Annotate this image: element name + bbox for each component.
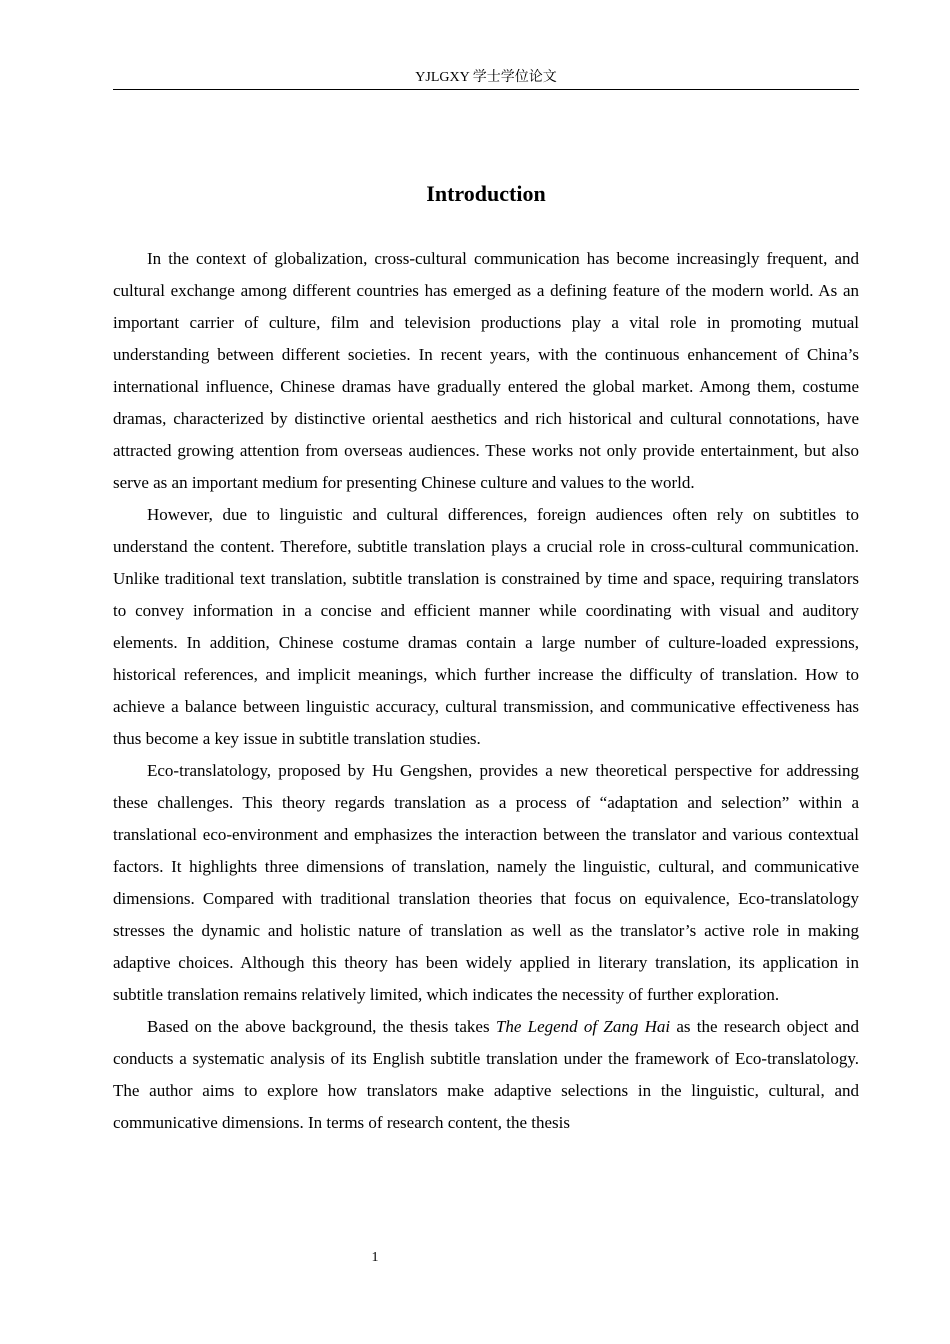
body-text <box>113 243 859 1139</box>
paragraph: In the context of globalization, cross-cultural communication has become increasingly frequent, and cultural exchange among different countries has emerged as a defining feature of the modern world. As an important carrier of culture, film and television productions play a vital role in promoting mutual understanding between different societies. In recent years, with the continuous enhancement of China’s international influence, Chinese dramas have gradually entered the global market. Among them, costume dramas, characterized by distinctive oriental aesthetics and rich historical and cultural connotations, have attracted growing attention from overseas audiences. These works not only provide entertainment, but also serve as an important medium for presenting Chinese culture and values to the world. <box>113 249 859 492</box>
paragraph: However, due to linguistic and cultural differences, foreign audiences often rely on subtitles to understand the content. Therefore, subtitle translation plays a crucial role in cross-cultural communication. Unlike traditional text translation, subtitle translation is constrained by time and space, requiring translators to convey information in a concise and efficient manner while coordinating with visual and auditory elements. In addition, Chinese costume dramas contain a large number of culture-loaded expressions, historical references, and implicit meanings, which further increase the difficulty of translation. How to achieve a balance between linguistic accuracy, cultural transmission, and communicative effectiveness has thus become a key issue in subtitle translation studies. <box>113 505 859 748</box>
page-number: 1 <box>371 1250 379 1265</box>
work-title: The Legend of Zang Hai <box>495 1017 671 1036</box>
running-header: YJLGXY 学士学位论文 <box>415 70 557 85</box>
paragraph-text: as the research object and conducts a systematic analysis of its English subtitle translation under the framework of Eco-translatology. The author aims to explore how translators make adaptive selections in the linguistic, cultural, and communicative dimensions. In terms of research content, the thesis <box>113 1017 859 1132</box>
paragraph <box>113 1011 859 1139</box>
header-rule <box>113 89 859 90</box>
section-title: Introduction <box>426 181 546 206</box>
paragraph: Eco-translatology, proposed by Hu Gengshen, provides a new theoretical perspective for addressing these challenges. This theory regards translation as a process of “adaptation and selection” within a translational eco-environment and emphasizes the interaction between the translator and various contextual factors. It highlights three dimensions of translation, namely the linguistic, cultural, and communicative dimensions. Compared with traditional translation theories that focus on equivalence, Eco-translatology stresses the dynamic and holistic nature of translation as well as the translator’s active role in making adaptive choices. Although this theory has been widely applied in literary translation, its application in subtitle translation remains relatively limited, which indicates the necessity of further exploration. <box>113 761 859 1004</box>
paragraph-text: Based on the above background, the thesis takes <box>147 1017 496 1036</box>
